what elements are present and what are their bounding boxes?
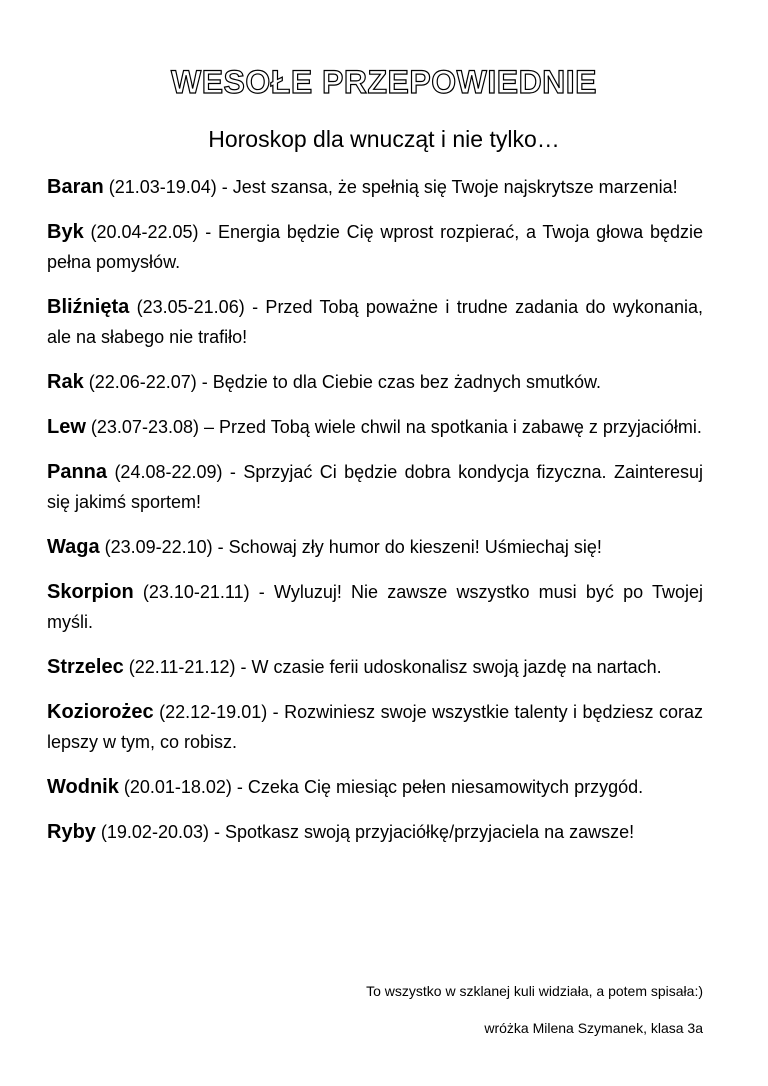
page-subtitle: Horoskop dla wnucząt i nie tylko… xyxy=(208,126,560,152)
sign-text: (23.10-21.11) - Wyluzuj! Nie zawsze wszystko musi być po Twojej myśli. xyxy=(47,582,703,632)
sign-name: Waga xyxy=(47,536,100,558)
sign-text: (19.02-20.03) - Spotkasz swoją przyjaciółkę/przyjaciela na zawsze! xyxy=(95,822,635,842)
horoscope-entry-lew xyxy=(47,412,703,442)
sign-name: Lew xyxy=(47,416,86,438)
sign-name: Koziorożec xyxy=(47,701,154,723)
sign-text: (20.01-18.02) - Czeka Cię miesiąc pełen niesamowitych przygód. xyxy=(118,777,644,797)
sign-text: (21.03-19.04) - Jest szansa, że spełnią się Twoje najskrytsze marzenia! xyxy=(103,177,678,197)
page-title: WESOŁE PRZEPOWIEDNIE xyxy=(170,64,598,100)
horoscope-entry-byk xyxy=(47,217,703,277)
sign-text: (22.11-21.12) - W czasie ferii udoskonalisz swoją jazdę na nartach. xyxy=(123,657,662,677)
sign-text: (23.07-23.08) – Przed Tobą wiele chwil na spotkania i zabawę z przyjaciółmi. xyxy=(85,417,702,437)
horoscope-entry-baran xyxy=(47,172,703,202)
horoscope-entry-koziorozec xyxy=(47,697,703,757)
sign-text: (23.09-22.10) - Schowaj zły humor do kieszeni! Uśmiechaj się! xyxy=(99,537,602,557)
footer-note: To wszystko w szklanej kuli widziała, a potem spisała:) xyxy=(366,983,703,999)
sign-name: Baran xyxy=(47,176,104,198)
sign-name: Bliźnięta xyxy=(47,296,130,318)
sign-text: (23.05-21.06) - Przed Tobą poważne i trudne zadania do wykonania, ale na słabego nie trafiło! xyxy=(47,297,703,347)
sign-name: Ryby xyxy=(47,821,96,843)
sign-name: Wodnik xyxy=(47,776,119,798)
footer-author: wróżka Milena Szymanek, klasa 3a xyxy=(484,1020,703,1036)
horoscope-entry-ryby xyxy=(47,817,703,847)
sign-text: (20.04-22.05) - Energia będzie Cię wprost rozpierać, a Twoja głowa będzie pełna pomysłów. xyxy=(47,222,703,272)
horoscope-entry-strzelec xyxy=(47,652,703,682)
sign-name: Skorpion xyxy=(47,581,134,603)
horoscope-list xyxy=(47,172,703,862)
sign-name: Strzelec xyxy=(47,656,124,678)
sign-name: Rak xyxy=(47,371,84,393)
horoscope-entry-waga xyxy=(47,532,703,562)
horoscope-entry-rak xyxy=(47,367,703,397)
sign-text: (24.08-22.09) - Sprzyjać Ci będzie dobra kondycja fizyczna. Zainteresuj się jakimś sportem! xyxy=(47,462,703,512)
sign-text: (22.12-19.01) - Rozwiniesz swoje wszystkie talenty i będziesz coraz lepszy w tym, co robisz. xyxy=(47,702,703,752)
horoscope-entry-panna xyxy=(47,457,703,517)
horoscope-entry-wodnik xyxy=(47,772,703,802)
sign-name: Panna xyxy=(47,461,108,483)
horoscope-entry-skorpion xyxy=(47,577,703,637)
horoscope-entry-bliznieta xyxy=(47,292,703,352)
sign-text: (22.06-22.07) - Będzie to dla Ciebie czas bez żadnych smutków. xyxy=(83,372,601,392)
sign-name: Byk xyxy=(47,221,84,243)
